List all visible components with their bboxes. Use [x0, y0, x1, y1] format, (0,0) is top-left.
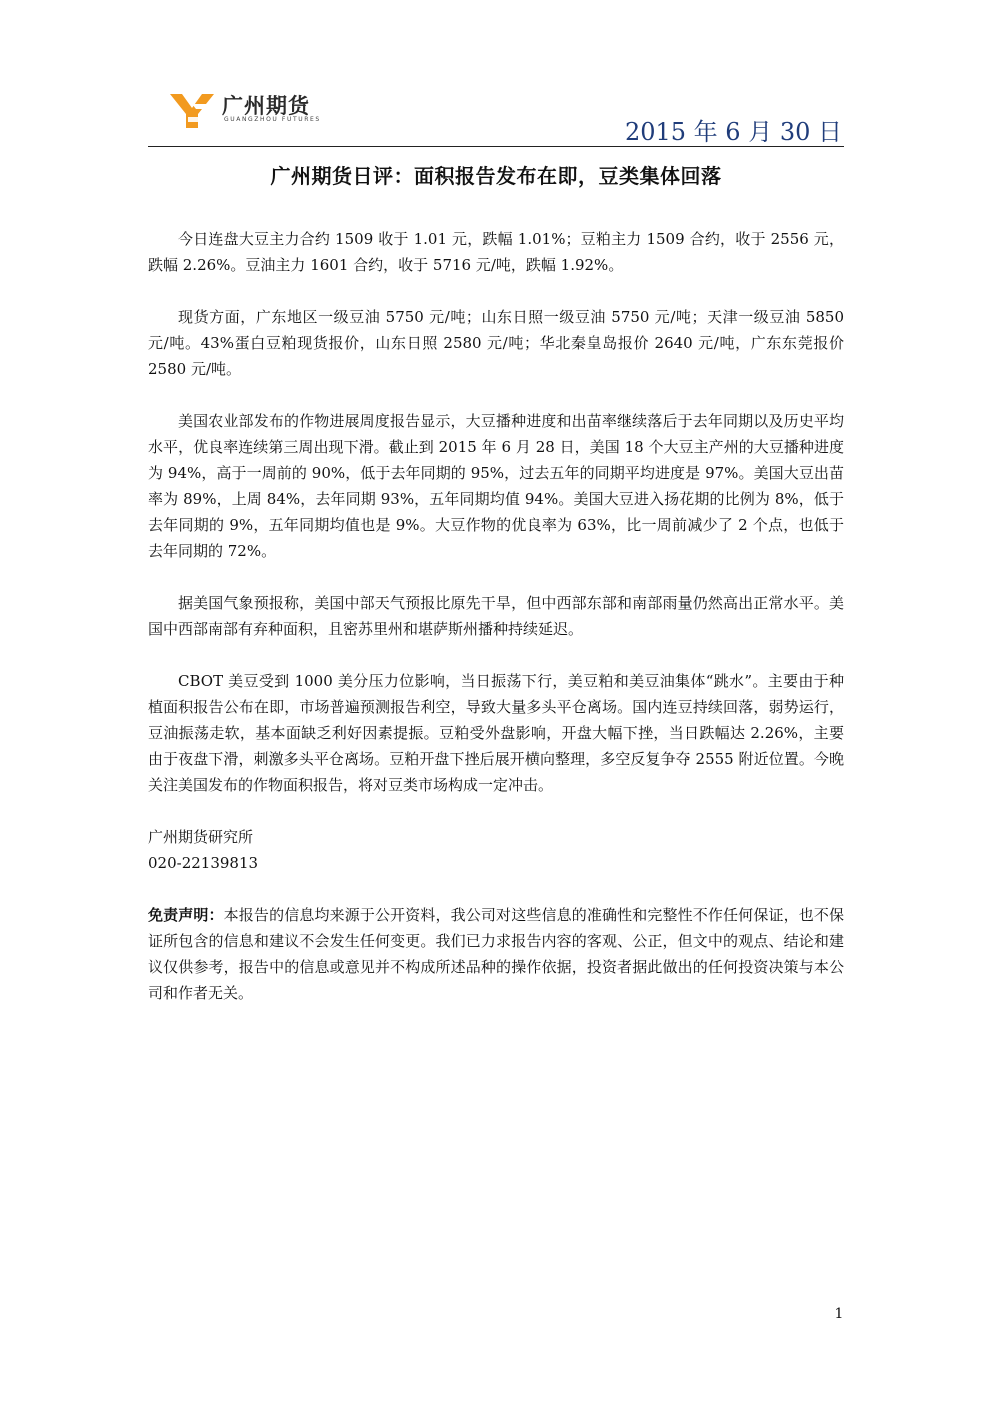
report-date: 2015 年 6 月 30 日 [624, 118, 842, 146]
page-number: 1 [834, 1306, 844, 1322]
paragraph-weather: 据美国气象预报称，美国中部天气预报比原先干旱，但中西部东部和南部雨量仍然高出正常水平。美国中西部南部有弃种面积，且密苏里州和堪萨斯州播种持续延迟。 [148, 594, 844, 638]
logo-name-en: GUANGZHOU FUTURES [224, 116, 321, 123]
disclaimer-label: 免责声明： [148, 906, 224, 924]
paragraph-spot-prices: 现货方面，广东地区一级豆油 5750 元/吨；山东日照一级豆油 5750 元/吨；天津一级豆油 5850 元/吨。43%蛋白豆粕现货报价，山东日照 2580 元/吨；华北秦皇岛报价 2640 元/吨，广东东莞报价 2580 元/吨。 [148, 308, 844, 378]
signature-block [148, 824, 844, 876]
header-divider [148, 146, 844, 147]
company-logo-icon [168, 90, 218, 130]
report-body [148, 226, 844, 1006]
disclaimer-text: 本报告的信息均来源于公开资料，我公司对这些信息的准确性和完整性不作任何保证，也不保证所包含的信息和建议不会发生任何变更。我们已力求报告内容的客观、公正，但文中的观点、结论和建议仅供参考，报告中的信息或意见并不构成所述品种的操作依据，投资者据此做出的任何投资决策与本公司和作者无关。 [148, 906, 844, 1002]
paragraph-futures-close: 今日连盘大豆主力合约 1509 收于 1.01 元，跌幅 1.01%；豆粕主力 1509 合约，收于 2556 元，跌幅 2.26%。豆油主力 1601 合约，收于 5716 元/吨，跌幅 1.92%。 [148, 230, 844, 274]
paragraph-usda-crop-progress: 美国农业部发布的作物进展周度报告显示，大豆播种进度和出苗率继续落后于去年同期以及历史平均水平，优良率连续第三周出现下滑。截止到 2015 年 6 月 28 日，美国 18 个大豆主产州的大豆播种进度为 94%，高于一周前的 90%，低于去年同期的 95%，过去五年的同期平均进度是 97%。美国大豆出苗率为 89%，上周 84%，去年同期 93%，五年同期均值 94%。美国大豆进入扬花期的比例为 8%，低于去年同期的 9%，五年同期均值也是 9%。大豆作物的优良率为 63%，比一周前减少了 2 个点，也低于去年同期的 72%。 [148, 412, 844, 560]
paragraph-market-analysis: CBOT 美豆受到 1000 美分压力位影响，当日振荡下行，美豆粕和美豆油集体“跳水”。主要由于种植面积报告公布在即，市场普遍预测报告利空，导致大量多头平仓离场。国内连豆持续回落，弱势运行，豆油振荡走软，基本面缺乏利好因素提振。豆粕受外盘影响，开盘大幅下挫，当日跌幅达 2.26%，主要由于夜盘下滑，刺激多头平仓离场。豆粕开盘下挫后展开横向整理，多空反复争夺 2555 附近位置。今晚关注美国发布的作物面积报告，将对豆类市场构成一定冲击。 [148, 672, 844, 794]
signature-phone: 020-22139813 [148, 854, 259, 872]
logo-name-cn: 广州期货 [222, 94, 310, 118]
report-title: 广州期货日评：面积报告发布在即，豆类集体回落 [270, 164, 722, 188]
disclaimer [148, 902, 844, 1006]
signature-org: 广州期货研究所 [148, 828, 254, 846]
company-logo [168, 90, 358, 132]
